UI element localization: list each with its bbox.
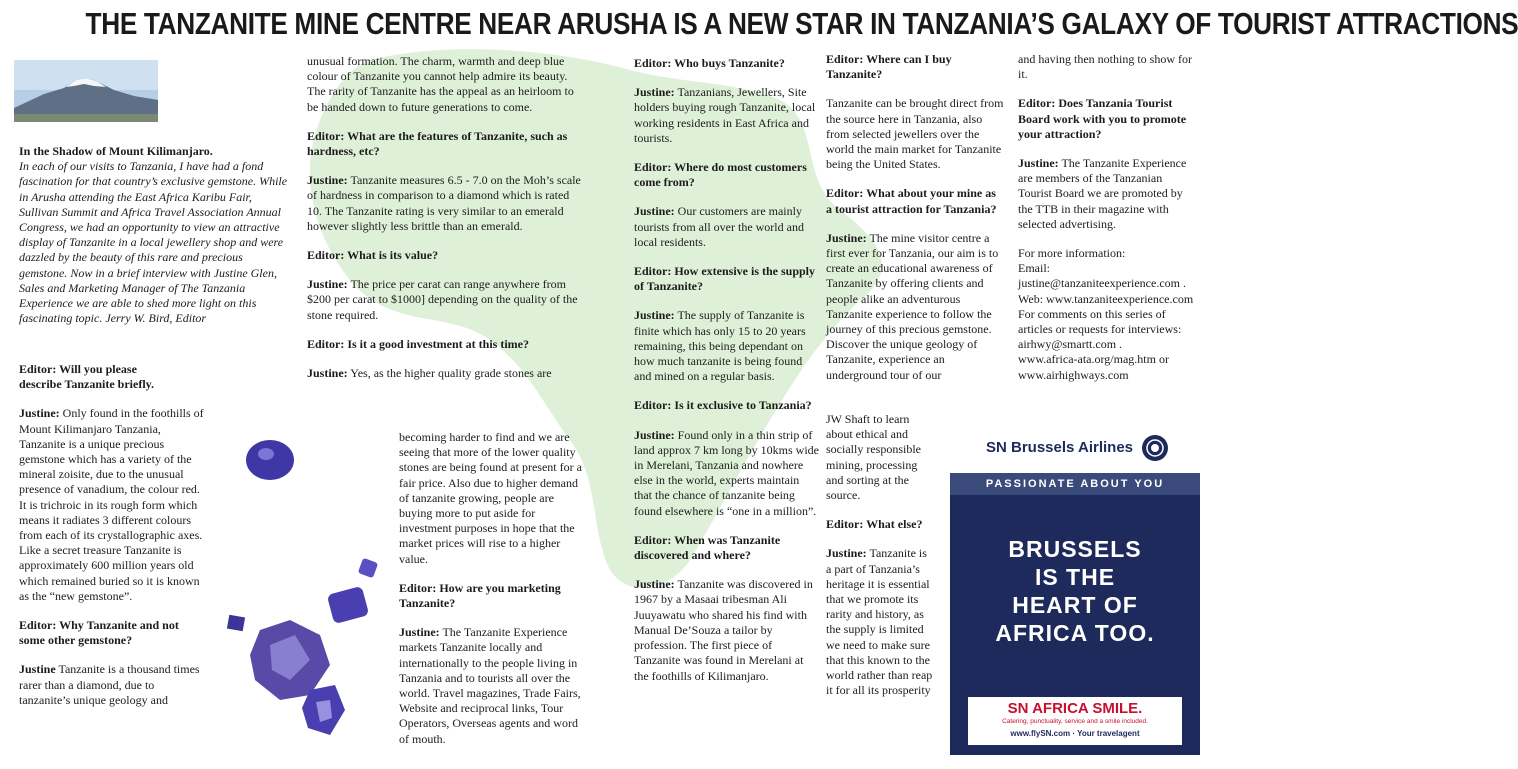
answer	[19, 406, 204, 604]
contact-info[interactable]: Email: justine@tanzaniteexperience.com . Web: www.tanzaniteexperience.com	[1018, 261, 1194, 306]
question: Editor: What about your mine as a tourist attraction for Tanzania?	[826, 186, 997, 216]
answer	[307, 366, 585, 381]
info-heading: For more information:	[1018, 246, 1126, 261]
answer	[19, 662, 204, 708]
speaker: Justine	[19, 662, 56, 677]
speaker: Justine:	[19, 406, 60, 421]
ad-tagline: PASSIONATE ABOUT YOU	[950, 473, 1200, 495]
answer-text: Yes, as the higher quality grade stones are	[347, 366, 552, 381]
tanzanite-gems-image	[210, 420, 405, 755]
question: Editor: Where do most customers come from?	[634, 160, 807, 190]
question: Editor: What are the features of Tanzanite, such as hardness, etc?	[307, 128, 568, 159]
speaker: Justine:	[1018, 156, 1059, 171]
answer-text: Our customers are mainly tourists from all over the world and local residents.	[634, 204, 804, 249]
question: Editor: Does Tanzania Tourist Board work with you to promote your attraction?	[1018, 96, 1187, 141]
question: Editor: Is it a good investment at this time?	[307, 336, 529, 351]
speaker: Justine:	[307, 366, 348, 381]
answer-text: The supply of Tanzanite is finite which has only 15 to 20 years remaining, this being dependant on how much tanzanite is being found and mined on a regular basis.	[634, 308, 806, 384]
kilimanjaro-photo	[14, 60, 158, 122]
question: Editor: Why Tanzanite and not some other gemstone?	[19, 618, 179, 648]
speaker: Justine:	[634, 308, 675, 323]
ad-smile-band	[968, 697, 1182, 745]
ad-brand: SN Brussels Airlines	[986, 439, 1134, 456]
speaker: Justine:	[307, 277, 348, 292]
column-2	[307, 54, 585, 381]
paragraph: unusual formation. The charm, warmth and deep blue colour of Tanzanite you cannot help admire its beauty. The rarity of Tanzanite has the appeal as an heirloom to be handed down to future generations to come.	[307, 54, 574, 114]
intro-title: In the Shadow of Mount Kilimanjaro.	[19, 144, 213, 158]
comments-info: For comments on this series of articles or requests for interviews:	[1018, 306, 1182, 337]
question: Editor: Will you please describe Tanzanite briefly.	[19, 362, 154, 392]
question: Editor: Where can I buy Tanzanite?	[826, 52, 952, 82]
ad-line: BRUSSELS	[1008, 536, 1142, 562]
answer-text: The mine visitor centre a first ever for Tanzania, our aim is to create an educational awareness of Tanzanite by offering clients and people alike an adventurous Tanzanite experience to follow the journey of this precious gemstone. Discover the unique geology of Tanzanite, experience an underground tour of our	[826, 230, 999, 382]
web-links[interactable]: www.africa-ata.org/mag.htm or www.airhighways.com	[1018, 352, 1169, 382]
column-1-qa	[19, 362, 204, 722]
answer	[826, 231, 1004, 383]
sn-logo-icon	[1140, 433, 1170, 463]
ad-smile-text: SN AFRICA SMILE.	[1007, 700, 1143, 717]
sn-brussels-ad[interactable]	[950, 425, 1200, 755]
answer-text: Found only in a thin strip of land approx 7 km long by 10kms wide in Merelani, Tanzania and nowhere else in the world, experts maintain that the chance of tanzanite being found elsewhere is “one in a million”.	[634, 427, 819, 518]
speaker: Justine:	[826, 546, 867, 561]
column-4	[826, 52, 1004, 383]
headline: THE TANZANITE MINE CENTRE NEAR ARUSHA IS A NEW STAR IN TANZANIA’S GALAXY OF TOURIST ATTRACTIONS	[85, 7, 1518, 41]
ad-url[interactable]: www.flySN.com · Your travelagent	[1010, 729, 1140, 738]
answer-text: Tanzanite is a thousand times rarer than a diamond, due to tanzanite’s unique geology and	[19, 662, 200, 707]
paragraph: and having then nothing to show for it.	[1018, 52, 1192, 82]
answer: Tanzanite can be brought direct from the source here in Tanzania, also from selected jewellers over the world the main market for Tanzanite being the United States.	[826, 96, 1004, 172]
answer	[634, 428, 820, 519]
ad-headline	[950, 535, 1200, 647]
speaker: Justine:	[634, 85, 675, 100]
speaker: Justine:	[307, 173, 348, 188]
answer-text: Tanzanite measures 6.5 - 7.0 on the Moh’s scale of hardness in comparison to a diamond which is rated 10. The Tanzanite rating is very similar to an emerald however slightly less brittle than an emerald.	[307, 173, 581, 233]
answer	[307, 173, 585, 234]
answer-text: Tanzanite was discovered in 1967 by a Masaai tribesman Ali Juuyawatu who shared his find with Manual De’Souza a tailor by profession. The first piece of Tanzanite was found in Merelani at the foothills of Kilimanjaro.	[634, 577, 813, 683]
answer-text: The Tanzanite Experience markets Tanzanite locally and internationally to the people living in Tanzania and to tourists all over the world. Travel magazines, Trade Fairs, Website and reciprocal links, Tour Operators, Overseas agents and word of mouth.	[399, 625, 581, 746]
answer-text: Tanzanite is a part of Tanzania’s heritage it is essential that we promote its rarity and history, as the supply is limited we need to make sure that this known to the world rather than reap it for all its prosperity	[826, 546, 933, 698]
speaker: Justine:	[634, 204, 675, 219]
answer	[1018, 156, 1198, 232]
question: Editor: Who buys Tanzanite?	[634, 56, 785, 70]
question: Editor: When was Tanzanite discovered and where?	[634, 532, 781, 563]
answer	[634, 85, 820, 146]
paragraph: JW Shaft to learn about ethical and socially responsible mining, processing and sorting at the source.	[826, 412, 921, 503]
speaker: Justine:	[634, 577, 675, 592]
answer-text: Only found in the foothills of Mount Kilimanjaro Tanzania, Tanzanite is a unique precious gemstone which has a variety of the mineral zoisite, due to the unusual presence of vanadium, the colour red. It is trichroic in its rough form which means it radiates 3 different colours from each of its crystallographic axes. Like a secret treasure Tanzanite is approximately 600 million years old which remained buried so it is known as the “new gemstone”.	[19, 406, 204, 603]
speaker: Justine:	[826, 230, 867, 245]
question: Editor: How extensive is the supply of Tanzanite?	[634, 264, 816, 294]
ad-line: IS THE	[1034, 564, 1116, 590]
answer-text: Tanzanians, Jewellers, Site holders buying rough Tanzanite, local working residents in East Africa and tourists.	[634, 85, 816, 145]
answer	[307, 277, 585, 323]
speaker: Justine:	[634, 427, 675, 442]
answer	[634, 204, 820, 250]
paragraph: becoming harder to find and we are seeing that more of the lower quality stones are being found at present for a fair price. Also due to higher demand of tanzanite growing, people are buying more to put aside for investment purposes in hope that the market prices will rise to a higher value.	[399, 430, 582, 566]
answer	[634, 577, 820, 683]
question: Editor: Is it exclusive to Tanzania?	[634, 398, 812, 413]
email-link[interactable]: airhwy@smartt.com .	[1018, 337, 1123, 352]
answer-text: The price per carat can range anywhere from $200 per carat to $1000] depending on the quality of the stone required.	[307, 277, 578, 322]
ad-header	[950, 425, 1200, 473]
answer	[634, 308, 820, 384]
column-4-lower	[826, 412, 934, 712]
column-1	[19, 144, 294, 326]
answer	[399, 625, 585, 747]
column-2-lower	[399, 430, 585, 761]
ad-line: HEART OF	[1012, 592, 1138, 618]
answer-text: The Tanzanite Experience are members of the Tanzanian Tourist Board we are promoted by the TTB in their magazine with selected advertising.	[1018, 156, 1187, 231]
answer	[826, 546, 934, 698]
column-3	[634, 56, 820, 698]
question: Editor: What else?	[826, 517, 923, 532]
question: Editor: How are you marketing Tanzanite?	[399, 580, 561, 611]
question: Editor: What is its value?	[307, 248, 439, 263]
speaker: Justine:	[399, 625, 440, 640]
ad-small-print: Catering, punctuality, service and a smile included.	[1002, 718, 1148, 725]
column-5	[1018, 52, 1198, 383]
ad-line: AFRICA TOO.	[995, 620, 1155, 646]
intro-text: In each of our visits to Tanzania, I have had a fond fascination for that country’s exclusive gemstone. While in Arusha attending the East Africa Karibu Fair, Sullivan Summit and Africa Travel Association Annual Congress, we had an opportunity to view an attractive display of Tanzanite in a local jewellery shop and were dazzled by the beauty of this rare and precious gemstone. Now in a brief interview with Justine Glen, Sales and Marketing Manager of The Tanzania Experience we are able to shed more light on this fascinating topic. Jerry W. Bird, Editor	[19, 159, 288, 326]
